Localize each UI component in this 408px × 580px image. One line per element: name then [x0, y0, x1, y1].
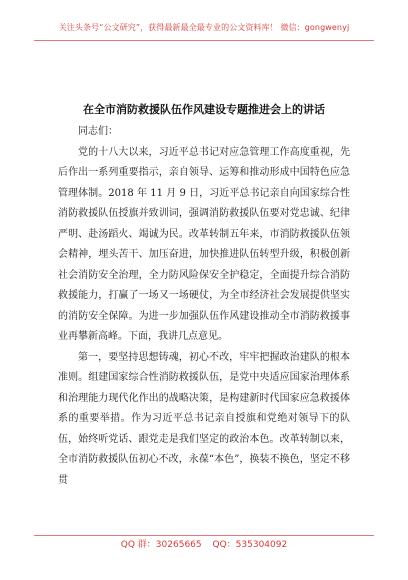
qq-contact: QQ：535304092 — [212, 540, 288, 550]
promo-header: 关注头条号“公文研究”，获得最新最全最专业的公文资料库！ 微信：gongwenyj — [58, 23, 350, 32]
paragraph-intro: 党的十八大以来，习近平总书记对应急管理工作高度重视，先后作出一系列重要指示，亲自领导、运筹和推动形成中国特色应急管理体制。2018 年 11 月 9 日，习近平总书记亲自向国家综合性消防救援队伍授旗并致训词，强调消防救援队伍要对党忠诚、纪律严明、赴汤蹈火、竭诚为民。改革转制五年来，市消防救援队伍领会精神，埋头苦干、加压奋进，加快推进队伍转型升级，积极创新社会消防安全治理，全力防风险保安全护稳定，全面提升综合消防救援能力，打赢了一场又一场硬仗，为全市经济社会发展提供坚实的消防安全保障。为进一步加强队伍作风建设推动全市消防救援事业再攀新高峰。下面，我讲几点意见。 — [58, 146, 350, 342]
greeting: 同志们： — [78, 126, 118, 137]
header-divider — [34, 40, 374, 41]
contact-footer — [0, 537, 408, 550]
document-title: 在全市消防救援队伍作风建设专题推进会上的讲话 — [83, 103, 325, 116]
document-body — [58, 122, 350, 491]
footer-divider — [34, 535, 374, 536]
paragraph-first-point: 第一，要坚持思想铸魂，初心不改，牢牢把握政治建队的根本准则。组建国家综合性消防救援队伍，是党中央适应国家治理体系和治理能力现代化作出的战略决策，是构建新时代国家应急救援体系的重要举措。作为习近平总书记亲自授旗和党绝对领导下的队伍，始终听党话、跟党走是我们坚定的政治本色。改革转制以来，全市消防救援队伍初心不改，永葆“本色”，换装不换色，坚定不移贯 — [58, 351, 350, 486]
qq-group: QQ 群：30265665 — [120, 540, 202, 550]
